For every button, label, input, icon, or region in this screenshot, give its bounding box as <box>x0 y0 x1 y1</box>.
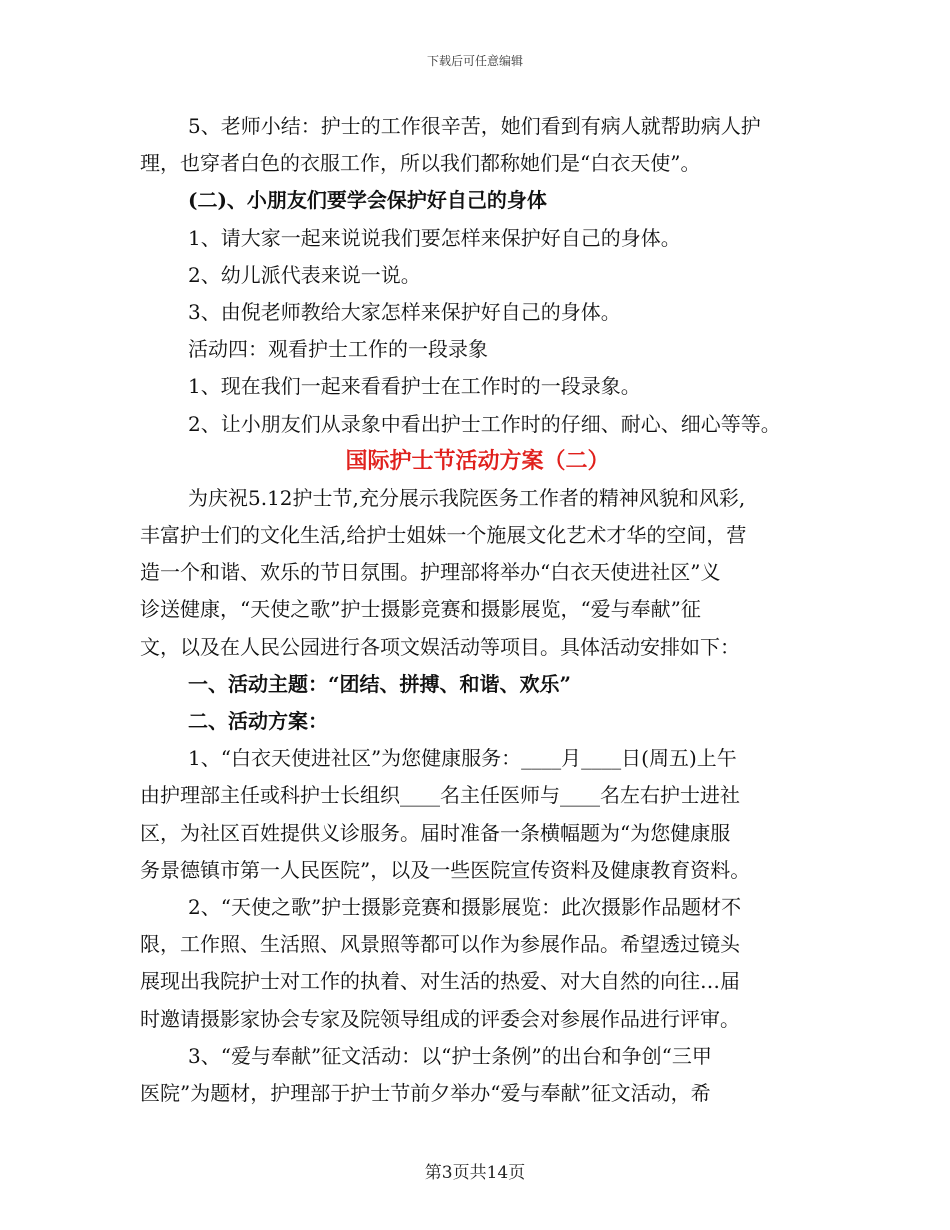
intro-line-2: 丰富护士们的文化生活,给护士姐妹一个施展文化艺术才华的空间，营 <box>140 523 747 548</box>
page-header: 下载后可任意编辑 <box>426 54 523 68</box>
activity-theme-heading: 一、活动主题：“团结、拼搏、和谐、欢乐” <box>188 671 572 696</box>
summary-line-1: 5、老师小结：护士的工作很辛苦，她们看到有病人就帮助病人护 <box>188 114 761 138</box>
list-item: 3、由倪老师教给大家怎样来保护好自己的身体。 <box>188 299 621 324</box>
activity-plan-heading: 二、活动方案： <box>188 709 328 733</box>
list-item: 1、现在我们一起来看看护士在工作时的一段录象。 <box>188 374 641 399</box>
page-number: 第3页共14页 <box>424 1163 526 1183</box>
plan-item-1-line-2: 由护理部主任或科护士长组织____名主任医师与____名左右护士进社 <box>140 783 740 808</box>
plan-item-3-line-2: 医院”为题材，护理部于护士节前夕举办“爱与奉献”征文活动，希 <box>140 1080 711 1105</box>
plan-item-2-line-2: 限，工作照、生活照、风景照等都可以作为参展作品。希望透过镜头 <box>140 932 740 957</box>
list-item: 2、幼儿派代表来说一说。 <box>188 262 421 287</box>
plan-item-3-line-1: 3、“爱与奉献”征文活动：以“护士条例”的出台和争创“三甲 <box>188 1043 712 1068</box>
plan-item-2-line-3: 展现出我院护士对工作的执着、对生活的热爱、对大自然的向往…届 <box>140 969 740 994</box>
document-body <box>140 108 815 1112</box>
document-title: 国际护士节活动方案（二） <box>345 447 610 474</box>
plan-item-1-line-1: 1、“白衣天使进社区”为您健康服务：____月____日(周五)上午 <box>188 746 737 771</box>
plan-item-1-line-4: 务景德镇市第一人民医院”，以及一些医院宣传资料及健康教育资料。 <box>140 857 751 882</box>
intro-line-3: 造一个和谐、欢乐的节日氛围。护理部将举办“白衣天使进社区”义 <box>140 560 721 585</box>
list-item: 2、让小朋友们从录象中看出护士工作时的仔细、耐心、细心等等。 <box>188 411 781 436</box>
plan-item-1-line-3: 区，为社区百姓提供义诊服务。届时准备一条横幅题为“为您健康服 <box>140 820 731 845</box>
intro-line-5: 文，以及在人民公园进行各项文娱活动等项目。具体活动安排如下： <box>140 634 740 659</box>
intro-line-1: 为庆祝5.12护士节,充分展示我院医务工作者的精神风貌和风彩, <box>188 485 746 510</box>
plan-item-2-line-4: 时邀请摄影家协会专家及院领导组成的评委会对参展作品进行评审。 <box>140 1006 740 1031</box>
section-heading-protect-body: (二)、小朋友们要学会保护好自己的身体 <box>188 188 547 213</box>
list-item: 1、请大家一起来说说我们要怎样来保护好自己的身体。 <box>188 225 681 250</box>
activity-four-heading: 活动四：观看护士工作的一段录象 <box>188 337 488 362</box>
intro-line-4: 诊送健康，“天使之歌”护士摄影竞赛和摄影展览，“爱与奉献”征 <box>140 597 701 622</box>
summary-line-2: 理，也穿者白色的衣服工作，所以我们都称她们是“白衣天使”。 <box>140 151 701 176</box>
plan-item-2-line-1: 2、“天使之歌”护士摄影竞赛和摄影展览：此次摄影作品题材不 <box>188 894 742 919</box>
